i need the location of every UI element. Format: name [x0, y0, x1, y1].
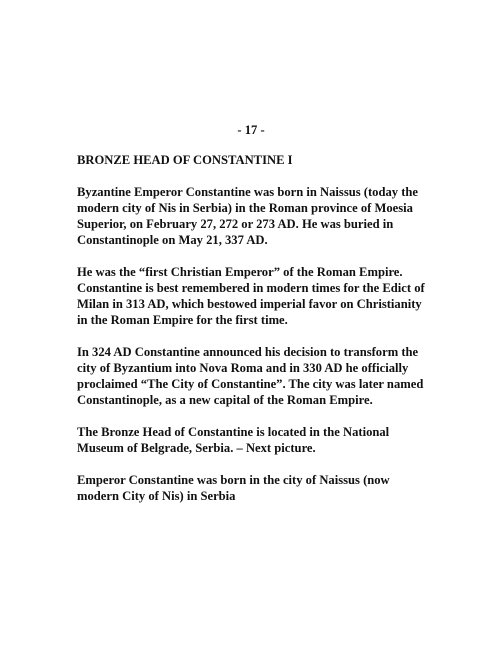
page-content [77, 152, 427, 520]
paragraph-birth: Byzantine Emperor Constantine was born in Naissus (today the modern city of Nis in Serbia) in the Roman province of Moesia Superior, on February 27, 272 or 273 AD. He was buried in Constantinople on May 21, 337 AD. [77, 185, 419, 247]
page-number: - 17 - [237, 123, 265, 137]
paragraph-naissus: Emperor Constantine was born in the city of Naissus (now modern City of Nis) in Serbia [77, 473, 390, 503]
paragraph-nova-roma: In 324 AD Constantine announced his decision to transform the city of Byzantium into Nova Roma and in 330 AD he officially proclaimed “The City of Constantine”. The city was later named Constantinople, as a new capital of the Roman Empire. [77, 345, 424, 407]
paragraph-museum: The Bronze Head of Constantine is located in the National Museum of Belgrade, Serbia. – Next picture. [77, 425, 390, 455]
paragraph-christian-emperor: He was the “first Christian Emperor” of the Roman Empire. Constantine is best remembered in modern times for the Edict of Milan in 313 AD, which bestowed imperial favor on Christianity in the Roman Empire for the first time. [77, 265, 425, 327]
section-heading: BRONZE HEAD OF CONSTANTINE I [77, 153, 293, 167]
